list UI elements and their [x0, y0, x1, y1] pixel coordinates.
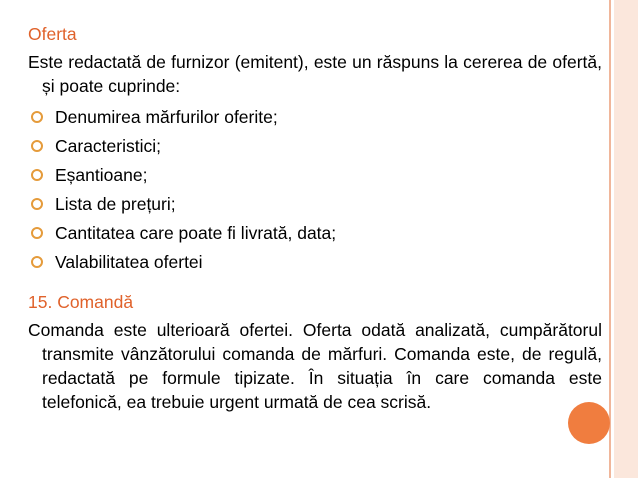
bullet-icon — [31, 111, 43, 123]
accent-bar — [614, 0, 638, 478]
section-comanda — [28, 290, 602, 414]
bullet-icon — [31, 227, 43, 239]
oferta-intro: Este redactată de furnizor (emitent), este un răspuns la cererea de ofertă, și poate cuprinde: — [28, 52, 602, 96]
list-item: Denumirea mărfurilor oferite; — [28, 102, 602, 131]
bullet-icon — [31, 140, 43, 152]
bullet-icon — [31, 169, 43, 181]
list-item: Valabilitatea ofertei — [28, 247, 602, 276]
list-item: Caracteristici; — [28, 131, 602, 160]
list-item: Cantitatea care poate fi livrată, data; — [28, 218, 602, 247]
section-heading-oferta: Oferta — [28, 24, 77, 44]
list-item: Lista de prețuri; — [28, 189, 602, 218]
bullet-icon — [31, 256, 43, 268]
slide-content — [28, 22, 602, 414]
oferta-bullet-list — [28, 102, 602, 276]
comanda-paragraph: Comanda este ulterioară ofertei. Oferta odată analizată, cumpărătorul transmite vânzătorului comanda de mărfuri. Comanda este, de regulă, redactată pe formule tipizate. În situația în care comanda este telefonică, ea trebuie urgent urmată de cea scrisă. — [28, 320, 602, 412]
list-item: Eșantioane; — [28, 160, 602, 189]
section-heading-comanda: 15. Comandă — [28, 292, 134, 312]
bullet-icon — [31, 198, 43, 210]
